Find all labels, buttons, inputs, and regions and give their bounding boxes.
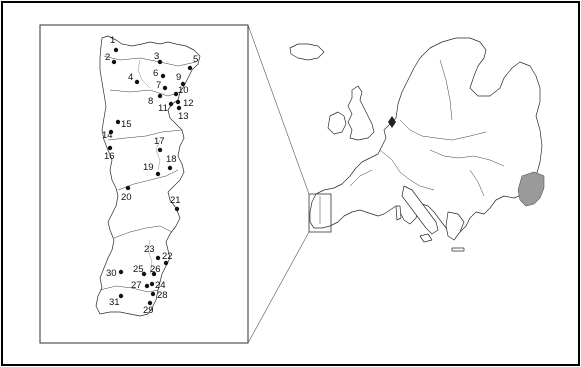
site-label-17: 17 (154, 136, 165, 147)
site-dot-1 (114, 48, 118, 52)
sardinia-shape (396, 206, 401, 220)
site-label-25: 25 (133, 264, 144, 275)
site-label-22: 22 (162, 251, 173, 262)
site-dot-28 (151, 292, 155, 296)
site-dot-12 (176, 100, 180, 104)
site-dot-30 (119, 270, 123, 274)
site-label-16: 16 (104, 151, 115, 162)
site-label-2: 2 (105, 52, 111, 63)
site-dot-18 (168, 166, 172, 170)
site-dot-8 (158, 94, 162, 98)
site-dot-21 (175, 207, 179, 211)
site-label-29: 29 (143, 305, 154, 316)
site-label-31: 31 (109, 297, 120, 308)
site-label-24: 24 (155, 280, 166, 291)
site-label-14: 14 (102, 130, 113, 141)
site-label-27: 27 (131, 280, 142, 291)
crete-shape (452, 248, 464, 251)
site-label-20: 20 (121, 192, 132, 203)
site-dot-13 (177, 106, 181, 110)
site-dot-17 (158, 148, 162, 152)
site-label-19: 19 (143, 162, 154, 173)
site-dot-7 (163, 86, 167, 90)
site-label-10: 10 (178, 85, 189, 96)
site-dot-16 (108, 146, 112, 150)
site-label-7: 7 (156, 80, 162, 91)
site-label-5: 5 (193, 54, 199, 65)
site-label-11: 11 (158, 103, 168, 114)
site-dot-19 (156, 172, 160, 176)
site-label-6: 6 (153, 68, 159, 79)
site-label-13: 13 (178, 111, 189, 122)
site-dot-5 (188, 66, 192, 70)
site-label-18: 18 (166, 154, 177, 165)
site-dot-24 (150, 282, 154, 286)
site-dot-6 (161, 74, 165, 78)
site-label-9: 9 (176, 72, 182, 83)
site-label-23: 23 (144, 244, 155, 255)
site-label-21: 21 (170, 195, 181, 206)
site-dot-15 (116, 120, 120, 124)
site-dot-4 (135, 80, 139, 84)
site-label-4: 4 (128, 72, 134, 83)
site-label-3: 3 (154, 51, 160, 62)
site-label-15: 15 (121, 119, 132, 130)
site-label-12: 12 (183, 98, 194, 109)
site-label-1: 1 (110, 35, 116, 46)
site-label-8: 8 (148, 96, 154, 107)
site-dot-2 (112, 60, 116, 64)
site-dot-27 (145, 284, 149, 288)
site-dot-20 (126, 186, 130, 190)
site-label-30: 30 (106, 268, 117, 279)
site-label-28: 28 (157, 290, 168, 301)
site-label-26: 26 (150, 264, 161, 275)
site-dot-23 (156, 256, 160, 260)
site-dot-11 (169, 102, 173, 106)
